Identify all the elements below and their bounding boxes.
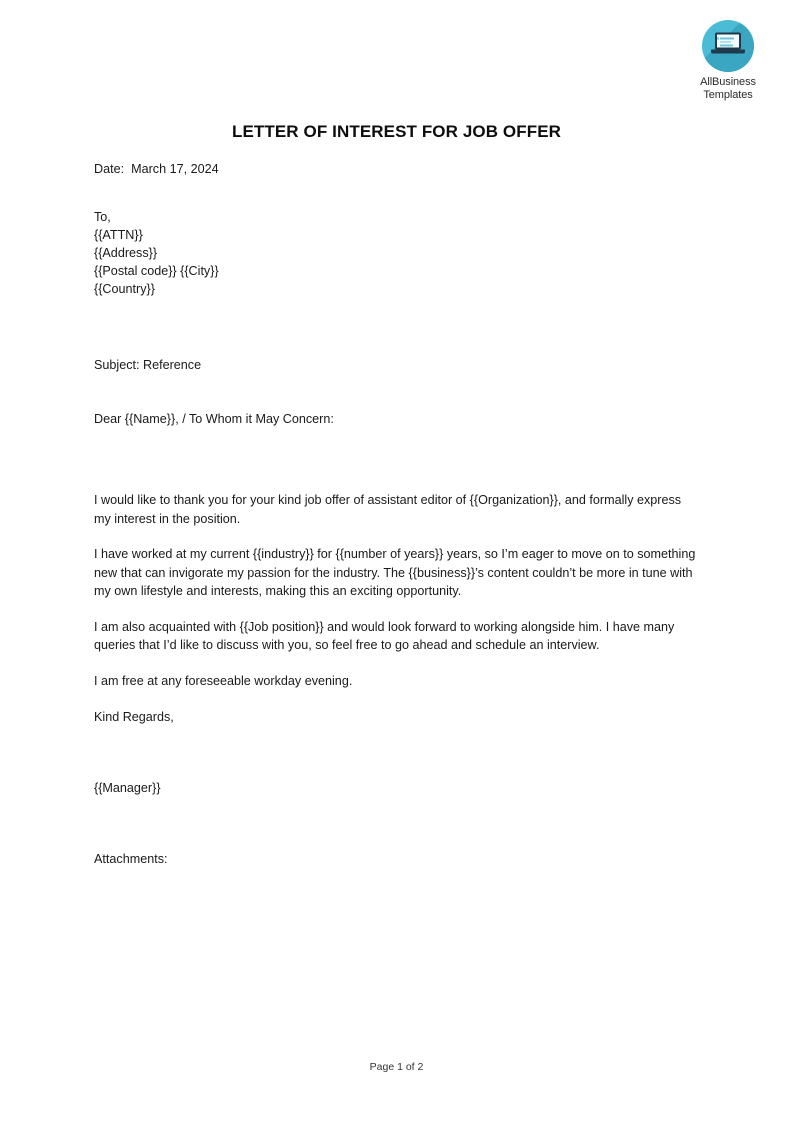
subject-line: Subject: Reference [94,358,202,372]
laptop-screen-line-2 [720,41,731,43]
body-paragraph-3: I am also acquainted with {{Job position}} and would look forward to working alongside him. I have many queries that I’d like to discuss with you, so feel free to go ahead and schedule an interview. [94,619,675,652]
page-title: LETTER OF INTEREST FOR JOB OFFER [231,122,562,141]
body-paragraph-1: I would like to thank you for your kind job offer of assistant editor of {{Organization}}, and formally express my interest in the position. [94,493,682,526]
spacer-before-attachments [94,797,698,850]
laptop-base [711,49,745,53]
laptop-icon [702,20,754,72]
brand-logo [680,20,776,102]
recipient-address: {{Address}} [94,246,158,260]
recipient-to-label: To, [94,210,111,224]
laptop-screen-line-1 [720,37,734,39]
brand-name [680,76,776,102]
body-paragraph-4: I am free at any foreseeable workday evening. [94,673,353,688]
page-footer: Page 1 of 2 [369,1061,424,1073]
letter-body [94,160,698,868]
brand-name-line-2: Templates [703,89,753,101]
spacer-before-address [94,178,698,208]
recipient-attn: {{ATTN}} [94,228,143,242]
laptop-glyph [711,32,745,58]
recipient-country: {{Country}} [94,282,155,296]
spacer-before-subject [94,298,698,356]
signature-name: {{Manager}} [94,781,161,795]
body-paragraph-2: I have worked at my current {{industry}} for {{number of years}} years, so I’m eager to move on to something new that can invigorate my passion for the industry. The {{business}}’s content couldn’t be more in tune with my own lifestyle and interests, making this an exciting opportunity. [94,547,696,598]
signature-space [94,726,698,779]
brand-name-line-1: AllBusiness [700,76,756,88]
salutation-line: Dear {{Name}}, / To Whom it May Concern: [94,412,334,426]
laptop-screen-line-3 [720,44,733,46]
spacer-before-salutation [94,374,698,410]
attachments-label: Attachments: [94,852,168,866]
closing-line: Kind Regards, [94,710,174,724]
date-line: Date: March 17, 2024 [94,162,219,176]
spacer-before-body [94,428,698,491]
recipient-postal-city: {{Postal code}} {{City}} [94,264,219,278]
laptop-screen-dot [717,37,719,39]
